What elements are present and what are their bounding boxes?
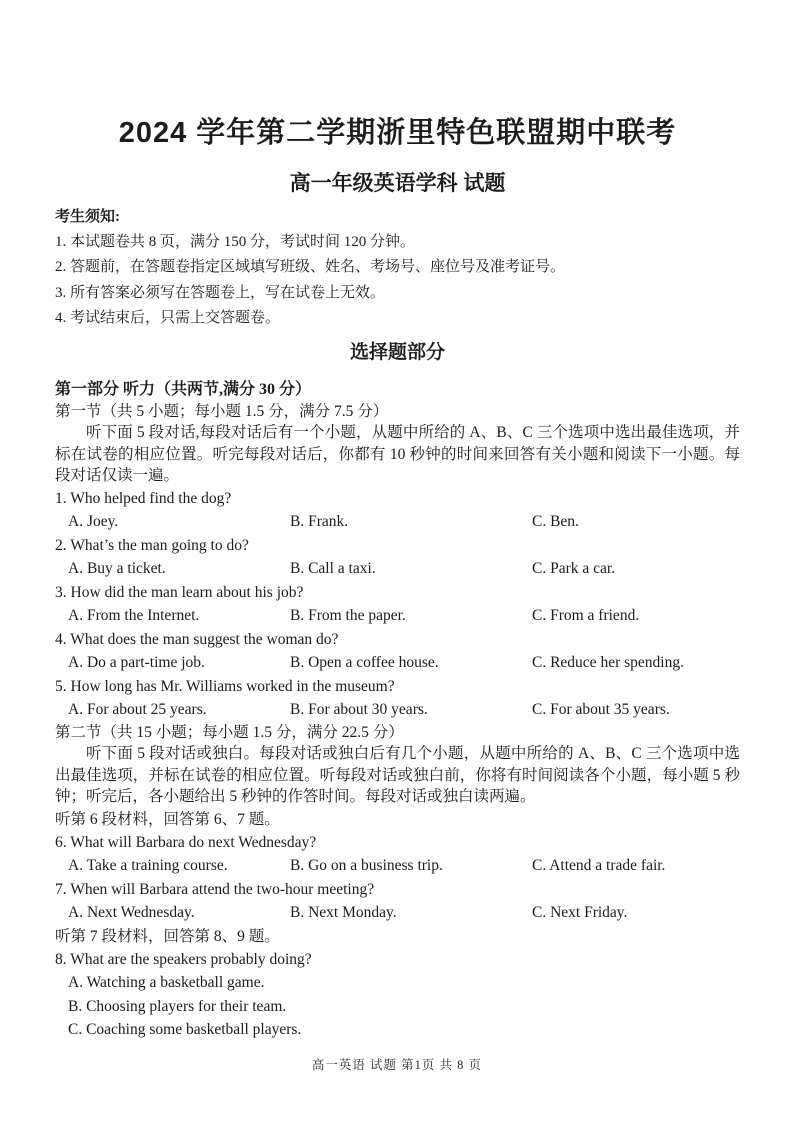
section1-heading: 第一节（共 5 小题；每小题 1.5 分，满分 7.5 分） [55, 402, 389, 420]
option-a: A. For about 25 years. [68, 701, 207, 719]
page-footer: 高一英语 试题 第1页 共 8 页 [311, 1058, 483, 1072]
question-3 [55, 581, 740, 628]
section2-instructions: 听下面 5 段对话或独白。每段对话或独白后有几个小题，从题中所给的 A、B、C 三个选项中选出最佳选项，并标在试卷的相应位置。听每段对话或独白前，你将有时间阅读各个小题，每小题 5 秒钟；听完后，各小题给出 5 秒钟的作答时间。每段对话或独白读两遍。 [55, 745, 740, 806]
option-c: C. Reduce her spending. [532, 654, 684, 672]
choice-section-heading: 选择题部分 [349, 341, 445, 363]
option-a: A. From the Internet. [68, 607, 200, 625]
option-a: A. Do a part-time job. [68, 654, 205, 672]
option-b: B. Call a taxi. [290, 560, 376, 578]
option-c: C. Attend a trade fair. [532, 857, 666, 875]
question-text: 6. What will Barbara do next Wednesday? [55, 833, 317, 851]
part1-heading: 第一部分 听力（共两节,满分 30 分） [55, 380, 312, 398]
exam-subtitle: 高一年级英语学科 试题 [289, 172, 506, 195]
option-b: B. From the paper. [290, 607, 406, 625]
notice-heading: 考生须知: [55, 209, 120, 225]
option-b: B. Next Monday. [290, 904, 397, 922]
option-b: B. Open a coffee house. [290, 654, 439, 672]
notice-item: 2. 答题前，在答题卷指定区域填写班级、姓名、考场号、座位号及准考证号。 [55, 259, 566, 276]
option-c: C. Coaching some basketball players. [68, 1021, 302, 1039]
option-b: B. Choosing players for their team. [68, 997, 287, 1015]
question-7 [55, 878, 740, 925]
options-row [55, 510, 740, 534]
section1-instructions: 听下面 5 段对话,每段对话后有一个小题，从题中所给的 A、B、C 三个选项中选出最佳选项，并标在试卷的相应位置。听完每段对话后，你都有 10 秒钟的时间来回答有关小题和阅读下一小题。每段对话仅读一遍。 [55, 424, 740, 485]
question-6 [55, 831, 740, 878]
question-text: 5. How long has Mr. Williams worked in the museum? [55, 677, 395, 695]
notice-list [55, 230, 740, 332]
option-a: A. Joey. [68, 513, 119, 531]
option-c: C. From a friend. [532, 607, 640, 625]
question-text: 7. When will Barbara attend the two-hour meeting? [55, 880, 375, 898]
option-b: B. For about 30 years. [290, 701, 428, 719]
notice-item: 4. 考试结束后，只需上交答题卷。 [55, 310, 281, 327]
question-2 [55, 534, 740, 581]
question-4 [55, 628, 740, 675]
section2-heading: 第二节（共 15 小题；每小题 1.5 分，满分 22.5 分） [55, 723, 404, 741]
option-b: B. Frank. [290, 513, 349, 531]
material-6-note: 听第 6 段材料，回答第 6、7 题。 [55, 810, 280, 828]
options-row [55, 651, 740, 675]
option-a: A. Buy a ticket. [68, 560, 166, 578]
option-c: C. For about 35 years. [532, 701, 670, 719]
options-row [55, 901, 740, 925]
question-text: 8. What are the speakers probably doing? [55, 950, 312, 968]
candidate-notice [55, 205, 740, 332]
options-row [55, 604, 740, 628]
option-c: C. Ben. [532, 513, 579, 531]
notice-item: 3. 所有答案必须写在答题卷上，写在试卷上无效。 [55, 284, 386, 301]
question-5 [55, 675, 740, 722]
question-text: 1. Who helped find the dog? [55, 489, 232, 507]
question-1 [55, 487, 740, 534]
option-a: A. Next Wednesday. [68, 904, 195, 922]
notice-item: 1. 本试题卷共 8 页，满分 150 分，考试时间 120 分钟。 [55, 234, 416, 250]
question-text: 3. How did the man learn about his job? [55, 583, 304, 601]
question-8 [55, 948, 740, 1042]
exam-title: 2024 学年第二学期浙里特色联盟期中联考 [118, 117, 677, 149]
question-text: 4. What does the man suggest the woman do? [55, 630, 339, 648]
material-7-note: 听第 7 段材料，回答第 8、9 题。 [55, 927, 280, 945]
options-row [55, 698, 740, 722]
options-row [55, 557, 740, 581]
question-text: 2. What’s the man going to do? [55, 536, 249, 554]
option-c: C. Park a car. [532, 560, 616, 578]
option-c: C. Next Friday. [532, 904, 628, 922]
option-b: B. Go on a business trip. [290, 857, 443, 875]
option-a: A. Take a training course. [68, 857, 228, 875]
options-row [55, 854, 740, 878]
option-a: A. Watching a basketball game. [68, 974, 265, 992]
